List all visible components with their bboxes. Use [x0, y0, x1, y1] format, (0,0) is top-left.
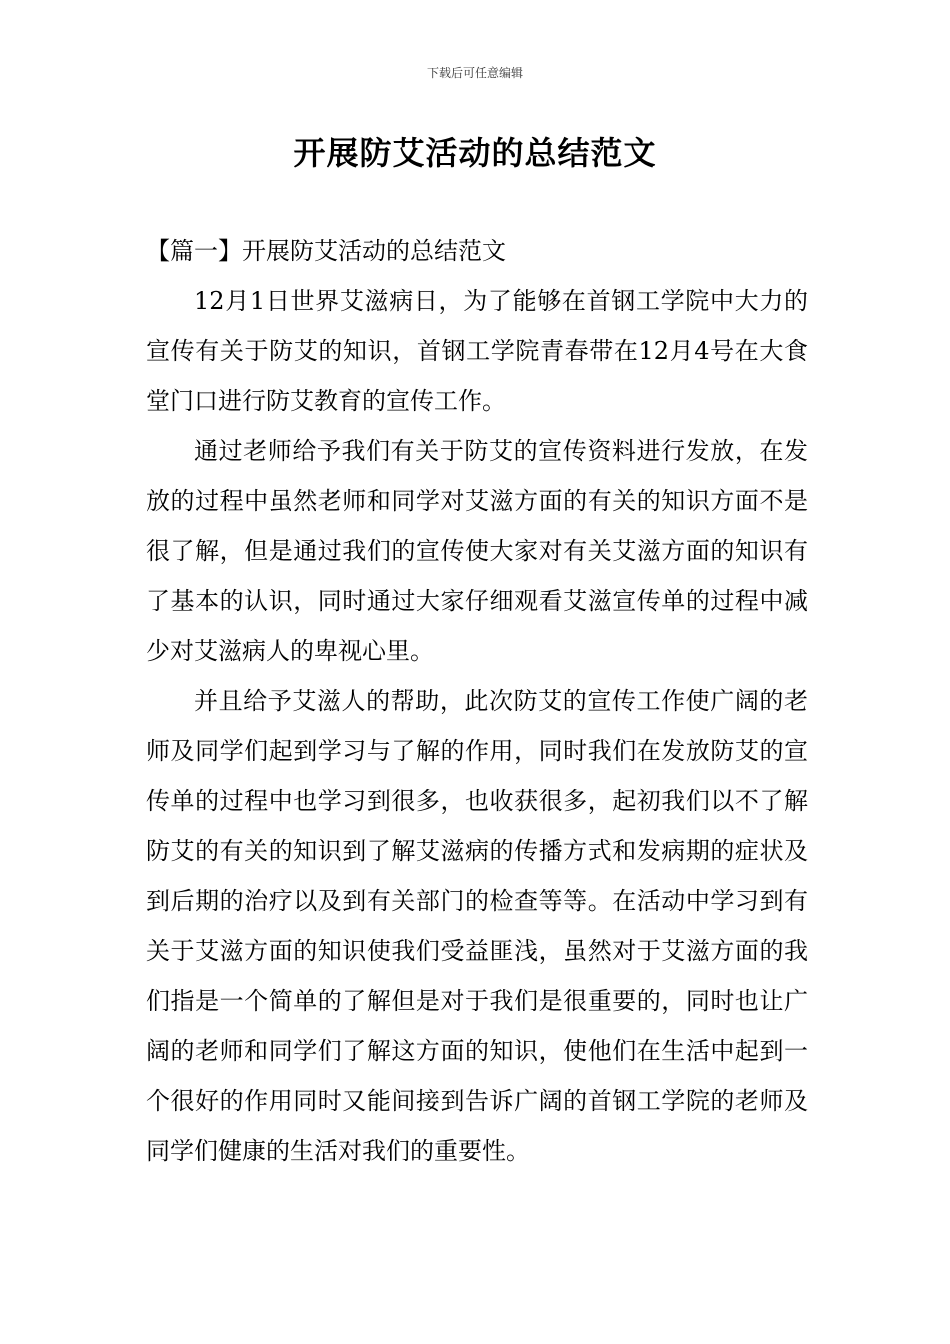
paragraph-2: 通过老师给予我们有关于防艾的宣传资料进行发放，在发放的过程中虽然老师和同学对艾滋方面的有关的知识方面不是很了解，但是通过我们的宣传使大家对有关艾滋方面的知识有了基本的认识，同时通过大家仔细观看艾滋宣传单的过程中减少对艾滋病人的卑视心里。: [146, 437, 808, 665]
document-body: [146, 226, 808, 1176]
paragraph-3: 并且给予艾滋人的帮助，此次防艾的宣传工作使广阔的老师及同学们起到学习与了解的作用，同时我们在发放防艾的宣传单的过程中也学习到很多，也收获很多，起初我们以不了解防艾的有关的知识到了解艾滋病的传播方式和发病期的症状及到后期的治疗以及到有关部门的检查等等。在活动中学习到有关于艾滋方面的知识使我们受益匪浅，虽然对于艾滋方面的我们指是一个简单的了解但是对于我们是很重要的，同时也让广阔的老师和同学们了解这方面的知识，使他们在生活中起到一个很好的作用同时又能间接到告诉广阔的首钢工学院的老师及同学们健康的生活对我们的重要性。: [146, 687, 808, 1165]
section-heading: 【篇一】开展防艾活动的总结范文: [146, 237, 506, 265]
header-note: 下载后可任意编辑: [426, 66, 523, 80]
document-title: 开展防艾活动的总结范文: [293, 134, 657, 172]
paragraph-1: 12月1日世界艾滋病日，为了能够在首钢工学院中大力的宣传有关于防艾的知识，首钢工学院青春带在12月4号在大食堂门口进行防艾教育的宣传工作。: [146, 287, 808, 415]
